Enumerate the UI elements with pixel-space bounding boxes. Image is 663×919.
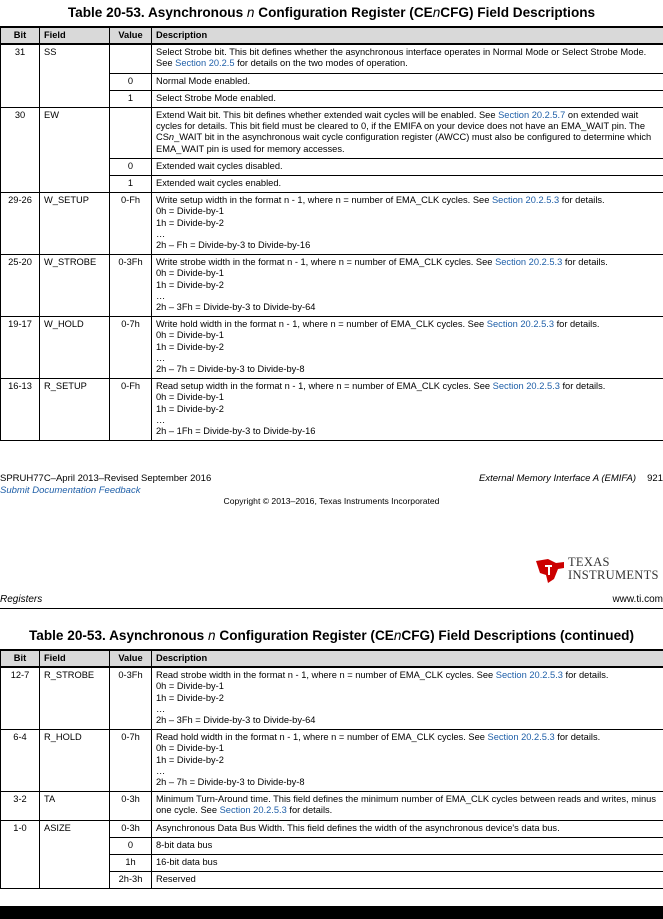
description-cell: Write setup width in the format n - 1, where n = number of EMA_CLK cycles. See Section 20.2.5.3 for details. 0h = Divide-by-1 1h = Divide-by-2 … 2h – Fh = Divide-by-3 to Divide-by-16 [152, 193, 663, 255]
table-row [1, 379, 663, 441]
value-cell: 1h [110, 855, 152, 872]
field-cell: R_STROBE [40, 667, 110, 730]
header-rule [0, 608, 663, 609]
table-row [1, 855, 663, 872]
header-field: Field [40, 650, 110, 667]
table-header-row [1, 27, 663, 44]
field-cell: R_HOLD [40, 730, 110, 792]
value-cell [110, 108, 152, 159]
description-cell: Minimum Turn-Around time. This field defines the minimum number of EMA_CLK cycles between reads and writes, minus one cycle. See Section 20.2.5.3 for details. [152, 792, 663, 820]
table-row [1, 90, 663, 107]
field-cell: ASIZE [40, 820, 110, 837]
section-link[interactable]: Section 20.2.5.3 [495, 670, 563, 681]
section-link[interactable]: Section 20.2.5.3 [495, 257, 563, 268]
field-cell: R_SETUP [40, 379, 110, 441]
table-header-row [1, 650, 663, 667]
header-bit: Bit [1, 650, 40, 667]
table-row [1, 108, 663, 159]
description-cell: Reserved [152, 872, 663, 889]
bit-cell: 19-17 [1, 317, 40, 379]
table-row [1, 317, 663, 379]
header-field: Field [40, 27, 110, 44]
description-cell: 8-bit data bus [152, 837, 663, 854]
doc-id: SPRUH77C–April 2013–Revised September 2016 [0, 473, 212, 484]
bit-cell: 6-4 [1, 730, 40, 792]
site-url[interactable]: www.ti.com [612, 594, 663, 605]
table-row [1, 820, 663, 837]
description-cell: Normal Mode enabled. [152, 73, 663, 90]
value-cell: 0-3Fh [110, 255, 152, 317]
section-link[interactable]: Section 20.2.5.3 [487, 732, 555, 743]
field-cell: W_STROBE [40, 255, 110, 317]
header-value: Value [110, 650, 152, 667]
section-link[interactable]: Section 20.2.5.3 [486, 319, 554, 330]
section-link[interactable]: Section 20.2.5.7 [498, 110, 566, 121]
table-row [1, 255, 663, 317]
bit-cell: 29-26 [1, 193, 40, 255]
description-cell: Read setup width in the format n - 1, where n = number of EMA_CLK cycles. See Section 20.2.5.3 for details. 0h = Divide-by-1 1h = Divide-by-2 … 2h – 1Fh = Divide-by-3 to Divide-by-16 [152, 379, 663, 441]
header-bit: Bit [1, 27, 40, 44]
value-cell: 1 [110, 90, 152, 107]
table-title: Table 20-53. Asynchronous n Configuration Register (CEnCFG) Field Descriptions [67, 5, 596, 20]
table-title-continued: Table 20-53. Asynchronous n Configuration Register (CEnCFG) Field Descriptions (continued) [28, 628, 634, 643]
field-cell: W_SETUP [40, 193, 110, 255]
value-cell: 0-Fh [110, 379, 152, 441]
description-cell: Write strobe width in the format n - 1, where n = number of EMA_CLK cycles. See Section 20.2.5.3 for details. 0h = Divide-by-1 1h = Divide-by-2 … 2h – 3Fh = Divide-by-3 to Divide-by-64 [152, 255, 663, 317]
table-row [1, 667, 663, 730]
table-row [1, 73, 663, 90]
section-link[interactable]: Section 20.2.5.3 [492, 381, 560, 392]
section-link[interactable]: Section 20.2.5 [175, 58, 235, 69]
value-cell: 0 [110, 73, 152, 90]
ti-logo-text: TEXAS INSTRUMENTS [568, 555, 659, 582]
header-description: Description [152, 650, 663, 667]
value-cell: 0-7h [110, 317, 152, 379]
description-cell: Select Strobe bit. This bit defines whether the asynchronous interface operates in Normal Mode or Select Strobe Mode. See Section 20.2.5 for details on the two modes of operation. [152, 44, 663, 73]
section-link[interactable]: Section 20.2.5.3 [491, 195, 560, 206]
value-cell: 0-7h [110, 730, 152, 792]
table-row [1, 193, 663, 255]
value-cell: 0-Fh [110, 193, 152, 255]
bottom-bar [0, 906, 663, 919]
table-row [1, 44, 663, 73]
description-cell: Read strobe width in the format n - 1, where n = number of EMA_CLK cycles. See Section 20.2.5.3 for details. 0h = Divide-by-1 1h = Divide-by-2 … 2h – 3Fh = Divide-by-3 to Divide-by-64 [152, 667, 663, 730]
field-cell: TA [40, 792, 110, 820]
table-row [1, 176, 663, 193]
table-row [1, 792, 663, 820]
value-cell: 1 [110, 176, 152, 193]
submit-feedback-link[interactable]: Submit Documentation Feedback [0, 485, 141, 496]
section-link[interactable]: Section 20.2.5.3 [219, 805, 287, 816]
footer-doc-info [0, 473, 211, 497]
copyright: Copyright © 2013–2016, Texas Instruments Incorporated [223, 496, 440, 506]
value-cell: 0 [110, 158, 152, 175]
bit-cell: 16-13 [1, 379, 40, 441]
field-description-table-continued [0, 649, 663, 889]
section-header: Registers [0, 594, 43, 605]
header-description: Description [152, 27, 663, 44]
table-row [1, 158, 663, 175]
value-cell: 0 [110, 837, 152, 854]
bit-cell: 30 [1, 108, 40, 159]
description-cell: Write hold width in the format n - 1, where n = number of EMA_CLK cycles. See Section 20.2.5.3 for details. 0h = Divide-by-1 1h = Divide-by-2 … 2h – 7h = Divide-by-3 to Divide-by-8 [152, 317, 663, 379]
footer-chapter: External Memory Interface A (EMIFA) [479, 473, 636, 484]
value-cell: 2h-3h [110, 872, 152, 889]
value-cell [110, 44, 152, 73]
description-cell: Select Strobe Mode enabled. [152, 90, 663, 107]
description-cell: Extend Wait bit. This bit defines whether extended wait cycles will be enabled. See Section 20.2.5.7 on extended wait cycles for details. This bit field must be cleared to 0, if the EMIFA on your device does not have an EMA_WAIT pin. The CSn_WAIT bit in the asynchronous wait cycle configuration register (AWCC) must also be configured to determine which EMA_WAIT pin is used for memory accesses. [152, 108, 663, 159]
value-cell: 0-3h [110, 820, 152, 837]
field-cell: W_HOLD [40, 317, 110, 379]
description-cell: Extended wait cycles disabled. [152, 158, 663, 175]
table-row [1, 730, 663, 792]
description-cell: Extended wait cycles enabled. [152, 176, 663, 193]
bit-cell: 31 [1, 44, 40, 73]
field-description-table [0, 26, 663, 441]
bit-cell: 25-20 [1, 255, 40, 317]
table-row [1, 837, 663, 854]
description-cell: Read hold width in the format n - 1, where n = number of EMA_CLK cycles. See Section 20.2.5.3 for details. 0h = Divide-by-1 1h = Divide-by-2 … 2h – 7h = Divide-by-3 to Divide-by-8 [152, 730, 663, 792]
field-cell: SS [40, 44, 110, 73]
field-cell: EW [40, 108, 110, 159]
description-cell: 16-bit data bus [152, 855, 663, 872]
bit-cell: 1-0 [1, 820, 40, 837]
bit-cell: 12-7 [1, 667, 40, 730]
description-cell: Asynchronous Data Bus Width. This field defines the width of the asynchronous device's data bus. [152, 820, 663, 837]
table-row [1, 872, 663, 889]
header-value: Value [110, 27, 152, 44]
value-cell: 0-3h [110, 792, 152, 820]
bit-cell: 3-2 [1, 792, 40, 820]
value-cell: 0-3Fh [110, 667, 152, 730]
page-number: 921 [647, 473, 663, 484]
